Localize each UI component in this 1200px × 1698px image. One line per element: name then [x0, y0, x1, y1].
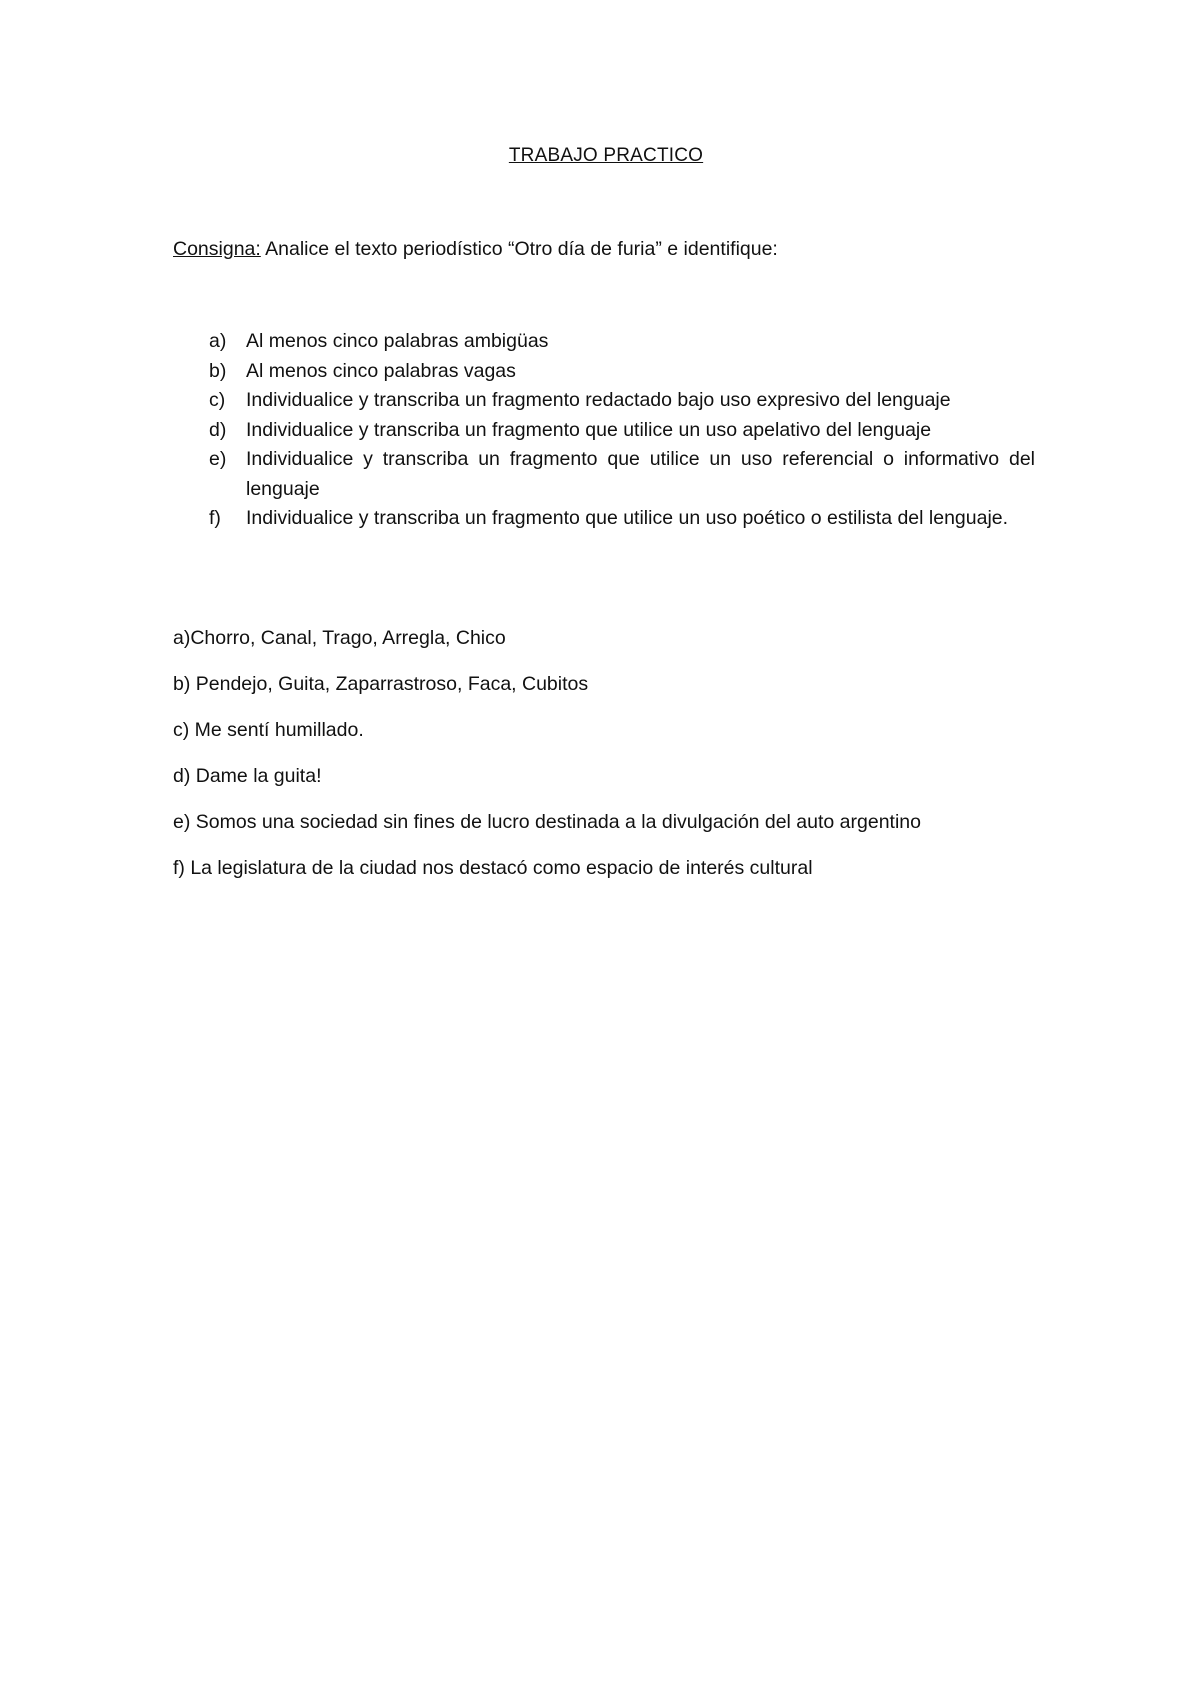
answer-e: e) Somos una sociedad sin fines de lucro destinada a la divulgación del auto argentino — [173, 811, 921, 833]
list-item-letter: e) — [209, 448, 227, 470]
list-item-text: Al menos cinco palabras ambigüas — [246, 330, 549, 352]
document-title: TRABAJO PRACTICO — [508, 145, 704, 166]
list-item — [173, 386, 1035, 416]
answer-f: f) La legislatura de la ciudad nos destacó como espacio de interés cultural — [173, 857, 813, 879]
list-item-letter: d) — [209, 418, 227, 441]
list-item-letter: c) — [209, 389, 226, 411]
consigna-label: Consigna: — [173, 238, 261, 260]
list-item — [173, 327, 1035, 357]
list-item-text: Individualice y transcriba un fragmento redactado bajo uso expresivo del lenguaje — [246, 389, 951, 411]
answer-c: c) Me sentí humillado. — [173, 719, 364, 741]
list-item-letter: b) — [209, 359, 227, 382]
answers-section — [173, 624, 1073, 900]
list-item — [173, 504, 1035, 534]
consigna-paragraph — [173, 238, 1073, 261]
consigna-text: Analice el texto periodístico “Otro día de furia” e identifique: — [260, 238, 778, 260]
list-item — [173, 357, 1035, 387]
answer-a: a)Chorro, Canal, Trago, Arregla, Chico — [173, 627, 506, 649]
list-item-letter: f) — [209, 507, 221, 529]
list-item-text: Individualice y transcriba un fragmento que utilice un uso apelativo del lenguaje — [246, 418, 932, 441]
answer-d: d) Dame la guita! — [173, 765, 322, 787]
list-item-text: Al menos cinco palabras vagas — [246, 359, 516, 382]
list-item-text: Individualice y transcriba un fragmento que utilice un uso referencial o informativo del lenguaje — [246, 448, 1035, 500]
list-item — [173, 445, 1035, 504]
list-item — [173, 416, 1035, 446]
list-item-text: Individualice y transcriba un fragmento que utilice un uso poético o estilista del lenguaje. — [246, 507, 1009, 529]
task-list — [173, 327, 1035, 534]
answer-b: b) Pendejo, Guita, Zaparrastroso, Faca, Cubitos — [173, 673, 589, 695]
list-item-letter: a) — [209, 330, 227, 352]
